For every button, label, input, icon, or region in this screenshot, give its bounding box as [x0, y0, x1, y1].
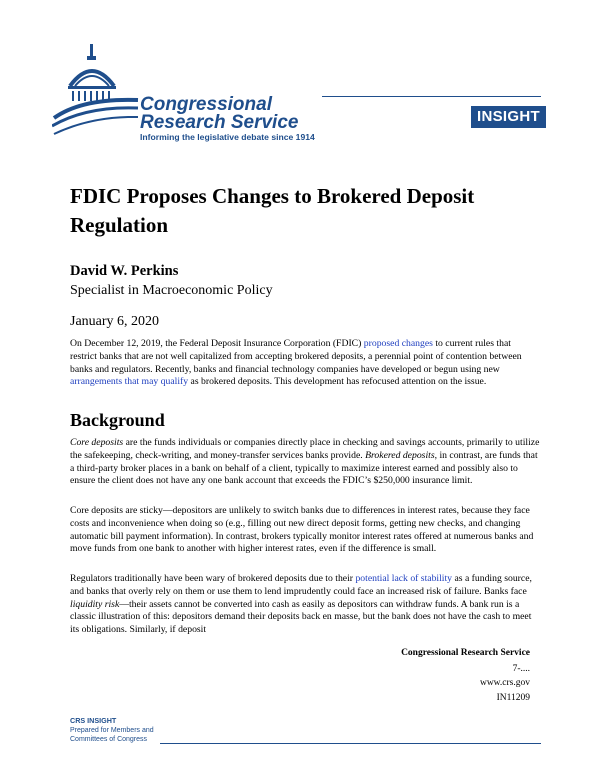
footer-url: www.crs.gov [479, 678, 530, 688]
term-liquidity-risk: liquidity risk [70, 598, 120, 610]
term-brokered-deposits: Brokered deposits [365, 449, 435, 461]
footer-prepared-line1: Prepared for Members and [70, 726, 154, 734]
background-paragraph-3 [70, 573, 540, 637]
footer-code: 7-.... [512, 664, 530, 674]
intro-paragraph [70, 338, 540, 389]
document-title: FDIC Proposes Changes to Brokered Deposit Regulation [70, 184, 475, 237]
background-paragraph-1 [70, 437, 540, 488]
p2-text-1: are the funds individuals or companies directly place in checking and savings accounts, primarily to utilize the safekeeping, check-writing, and money-transfer services banks provide. [70, 437, 540, 461]
p4-text-3: —their assets cannot be converted into cash as easily as depositors can withdraw funds. A bank run is a classic illustration of this: depositors demand their deposits back en masse, but the bank does not have the cash to meet its obligations. Similarly, if deposit [70, 598, 532, 636]
section-heading-background: Background [70, 410, 165, 430]
org-name [140, 96, 298, 132]
background-paragraph-2: Core deposits are sticky—depositors are unlikely to switch banks due to differences in interest rates, because they face costs and inconvenience when doing so (e.g., filling out new direct deposit forms, getting new checks, and changing automatic bill payment information). In contrast, brokers typically monitor interest rates offered at numerous banks and move funds from one bank to another with higher interest rates, even if the difference is small. [70, 505, 534, 555]
crs-insight-footer [70, 716, 154, 745]
proposed-changes-link[interactable]: proposed changes [363, 338, 433, 349]
org-name-line2: Research Service [140, 112, 299, 133]
term-core-deposits: Core deposits [70, 437, 124, 448]
intro-text-2: to current rules that restrict banks that are not well capitalized from accepting brokered deposits, a perennial point of contention between banks and regulators. Recently, banks and financial technology companies have developed or begun using new [70, 338, 522, 375]
header-divider [322, 96, 541, 97]
org-tagline: Informing the legislative debate since 1914 [140, 132, 315, 142]
author-name: David W. Perkins [70, 263, 179, 279]
footer-series: CRS INSIGHT [70, 716, 117, 725]
publication-date: January 6, 2020 [70, 314, 160, 329]
intro-text-1: On December 12, 2019, the Federal Deposit Insurance Corporation (FDIC) [70, 338, 364, 349]
footer-prepared-line2: Committees of Congress [70, 736, 148, 743]
lack-of-stability-link[interactable]: potential lack of stability [355, 573, 453, 584]
footer-divider [160, 743, 541, 744]
arrangements-link[interactable]: arrangements that may qualify [70, 376, 189, 388]
org-name-line1: Congressional [140, 94, 272, 115]
p4-text-1: Regulators traditionally have been wary of brokered deposits due to their [70, 573, 356, 584]
author-role: Specialist in Macroeconomic Policy [70, 283, 273, 298]
insight-badge: INSIGHT [471, 106, 546, 128]
intro-text-3: as brokered deposits. This development has refocused attention on the issue. [188, 376, 487, 388]
footer-org: Congressional Research Service [401, 648, 530, 658]
footer-id: IN11209 [496, 693, 530, 703]
p4-text-2: as a funding source, and banks that overly rely on them or use them to lend imprudently could face an increased risk of failure. Banks face [70, 573, 532, 597]
crs-logo [52, 42, 382, 146]
p2-text-2: , in contrast, are funds that a third-party broker places in a bank on behalf of a client, typically to maximize interest earned and possibly also to ensure the client does not have any one bank account that exceeds the FDIC’s $250,000 insurance limit. [70, 449, 538, 487]
